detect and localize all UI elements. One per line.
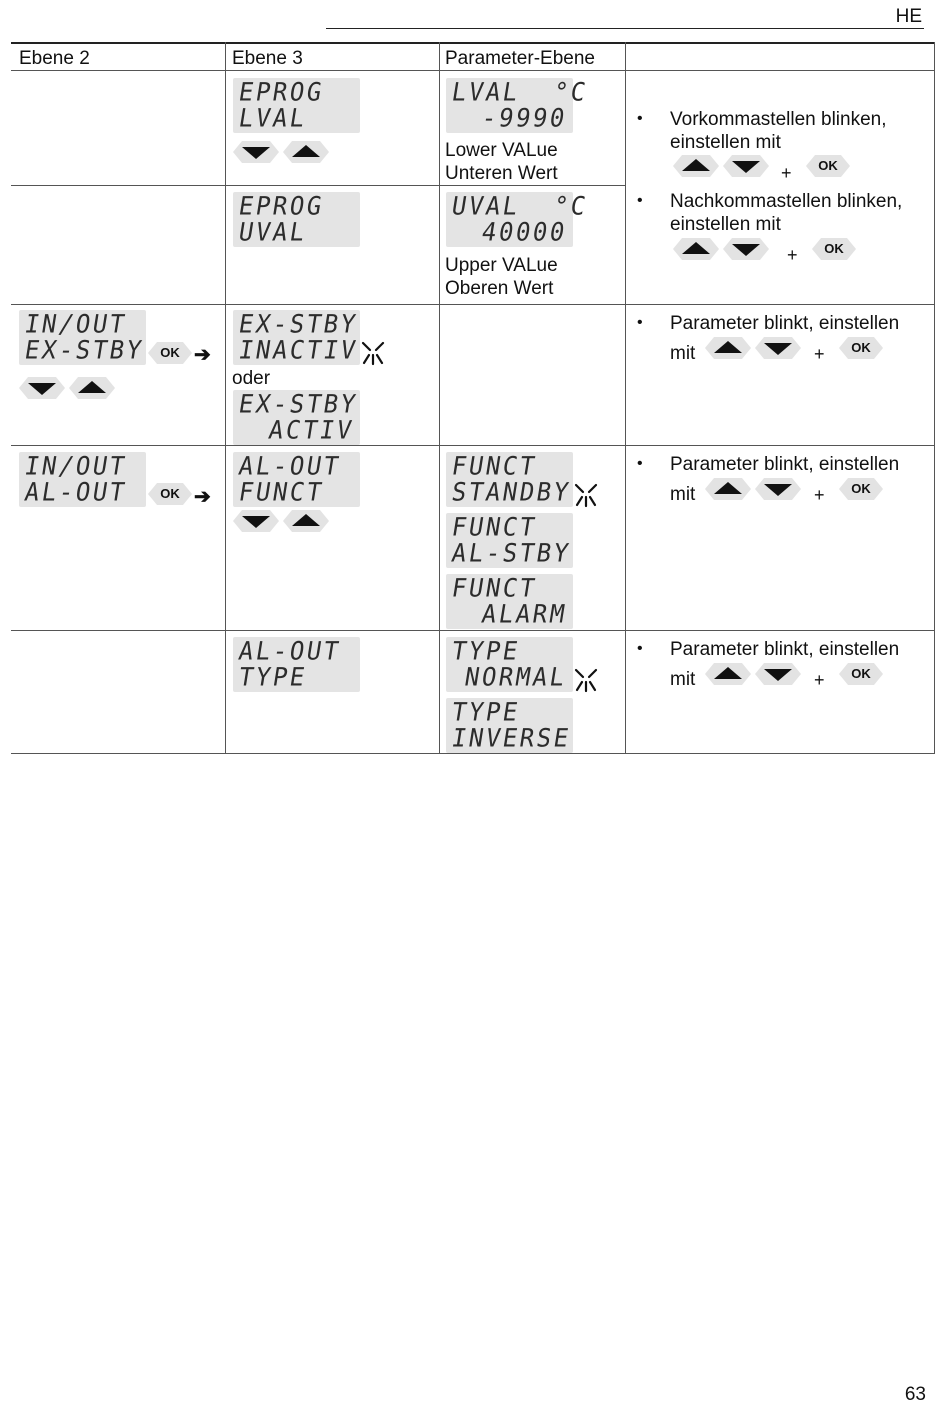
header-code: HE [895,6,922,27]
blink-indicator-icon [574,482,598,508]
row-divider [11,630,935,631]
column-divider [934,42,935,754]
table-top-rule [11,42,935,44]
ok-label: OK [818,158,838,173]
lcd-display [233,390,360,445]
ok-key-icon [812,237,856,261]
ok-label: OK [851,666,871,681]
lcd-line: LVAL °C [449,77,590,107]
note-text: Parameter blinkt, einstellen [670,313,900,334]
lcd-line: EX-STBY [236,389,360,419]
param-description: Upper VALue [445,255,558,276]
ok-key-icon [148,482,192,506]
lcd-display [446,452,573,507]
arrow-up-key-icon [705,662,751,686]
ok-label: OK [851,481,871,496]
bullet: • [637,192,643,209]
lcd-line: ALARM [479,599,570,629]
table-header-rule [11,70,935,71]
ok-key-icon [839,477,883,501]
lcd-line: AL-STBY [449,538,573,568]
arrow-down-key-icon [233,140,279,164]
column-header-parameter-ebene: Parameter-Ebene [445,48,595,69]
page-number: 63 [904,1384,926,1405]
arrow-up-key-icon [705,336,751,360]
ok-key-icon [839,662,883,686]
lcd-line: EX-STBY [236,309,360,339]
row-divider [11,185,625,186]
arrow-right-icon: ➔ [194,486,211,508]
note-text: Nachkommastellen blinken, [670,191,903,212]
ok-label: OK [160,486,180,501]
lcd-display [233,452,360,507]
param-description: Oberen Wert [445,278,554,299]
note-text: Parameter blinkt, einstellen [670,454,900,475]
arrow-down-key-icon [755,477,801,501]
lcd-line: AL-OUT [22,477,130,507]
oder-label: oder [232,368,271,389]
lcd-line: FUNCT [449,573,540,603]
bullet: • [637,455,643,472]
param-description: Unteren Wert [445,163,558,184]
lcd-line: ACTIV [266,415,357,445]
lcd-line: 40000 [479,217,570,247]
lcd-line: IN/OUT [22,309,130,339]
row-divider [11,304,935,305]
lcd-display [446,637,573,692]
lcd-display [19,310,146,365]
lcd-line: IN/OUT [22,451,130,481]
lcd-line: TYPE [449,636,523,666]
parameter-table [11,42,935,754]
column-header-ebene-2: Ebene 2 [19,48,90,69]
ok-label: OK [851,340,871,355]
lcd-line: AL-OUT [236,636,344,666]
arrow-down-key-icon [233,509,279,533]
column-divider [625,42,626,754]
plus-sign: + [814,344,825,364]
lcd-line: LVAL [236,103,310,133]
note-text: mit [670,484,696,505]
lcd-line: INACTIV [236,335,360,365]
arrow-up-key-icon [283,509,329,533]
lcd-line: EX-STBY [22,335,146,365]
column-divider [225,42,226,754]
lcd-line: AL-OUT [236,451,344,481]
param-description: Lower VALue [445,140,558,161]
lcd-display [19,452,146,507]
table-bottom-rule [11,753,935,754]
note-text: Vorkommastellen blinken, [670,109,887,130]
bullet: • [637,314,643,331]
lcd-display [446,698,573,753]
arrow-down-key-icon [755,662,801,686]
lcd-display [233,192,360,247]
lcd-line: EPROG [236,77,327,107]
blink-indicator-icon [574,667,598,693]
lcd-display [446,191,590,247]
arrow-down-key-icon [723,237,769,261]
bullet: • [637,640,643,657]
plus-sign: + [787,245,798,265]
arrow-right-icon: ➔ [194,344,211,366]
lcd-line: TYPE [236,662,310,692]
arrow-up-key-icon [69,376,115,400]
lcd-display [233,78,360,133]
note-text: mit [670,669,696,690]
lcd-display [446,77,590,133]
lcd-display [233,310,360,365]
lcd-display [446,513,573,568]
ok-key-icon [839,336,883,360]
column-divider [439,42,440,754]
arrow-down-key-icon [723,154,769,178]
row-divider [11,445,935,446]
note-text: Parameter blinkt, einstellen [670,639,900,660]
column-header-ebene-3: Ebene 3 [232,48,303,69]
arrow-up-key-icon [673,154,719,178]
lcd-line: STANDBY [449,477,573,507]
lcd-line: EPROG [236,191,327,221]
note-text: einstellen mit [670,132,781,153]
arrow-up-key-icon [283,140,329,164]
arrow-down-key-icon [755,336,801,360]
arrow-up-key-icon [705,477,751,501]
note-text: mit [670,343,696,364]
lcd-line: FUNCT [449,512,540,542]
lcd-line: -9990 [479,103,570,133]
lcd-display [446,574,573,629]
ok-key-icon [806,154,850,178]
plus-sign: + [814,485,825,505]
lcd-line: UVAL °C [449,191,590,221]
lcd-line: NORMAL [462,662,570,692]
lcd-line: FUNCT [236,477,327,507]
header-rule [326,28,924,29]
lcd-line: INVERSE [449,723,573,753]
lcd-line: TYPE [449,697,523,727]
arrow-up-key-icon [673,237,719,261]
blink-indicator-icon [361,340,385,366]
ok-label: OK [160,345,180,360]
ok-key-icon [148,341,192,365]
ok-label: OK [824,241,844,256]
bullet: • [637,110,643,127]
note-text: einstellen mit [670,214,781,235]
lcd-line: UVAL [236,217,310,247]
arrow-down-key-icon [19,376,65,400]
plus-sign: + [781,163,792,183]
plus-sign: + [814,670,825,690]
lcd-line: FUNCT [449,451,540,481]
lcd-display [233,637,360,692]
